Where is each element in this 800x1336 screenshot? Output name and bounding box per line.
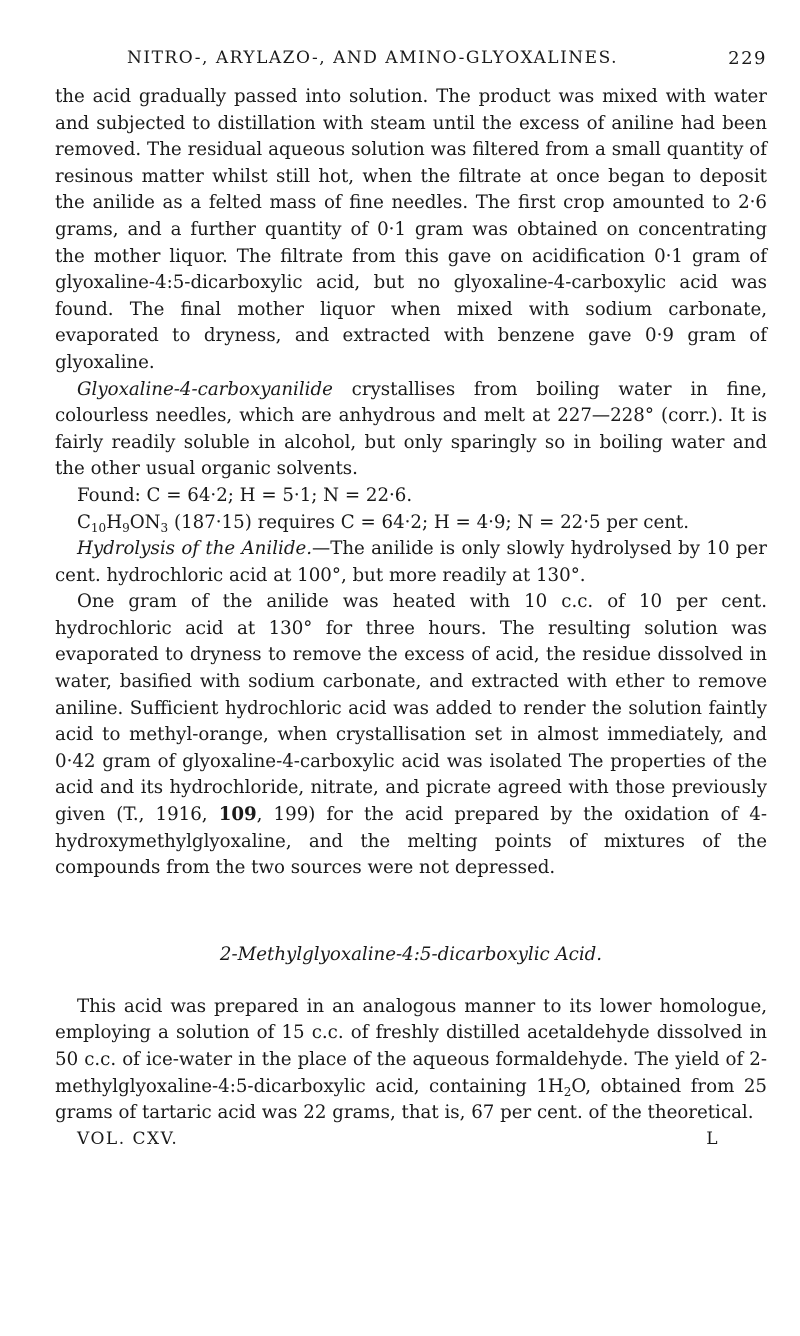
journal-page [55,48,767,1157]
page-number: 229 [728,48,767,69]
page-footer [55,1129,767,1157]
formula-requirement: (187·15) requires C = 64·2; H = 4·9; N = 22·5 per cent. [168,511,690,533]
methyl-text-end: O, obtained from 25 grams of tartaric acid was 22 grams, that is, 67 per cent. of the theoretical. [55,1075,767,1124]
methyl-text-start: This acid was prepared in an analogous manner to its lower homologue, employing a solution of 15 c.c. of freshly distilled acetaldehyde dissolved in 50 c.c. of ice-water in the place of the aqueous formaldehyde. The yield of 2-methylglyoxaline-4:5-dicarboxylic acid, containing 1H [55,995,767,1097]
signature-mark: L [706,1128,719,1149]
formula-carbon-count: 10 [90,520,107,535]
water-subscript: 2 [563,1084,572,1099]
formula-hydrogen-count: 9 [122,520,130,535]
formula-nitrogen-count: 3 [160,520,169,535]
analysis-required [55,510,767,537]
formula-oxygen-nitrogen: ON [129,511,161,533]
hydrolysis-title: Hydrolysis of the Anilide. [77,538,313,560]
experiment-text-start: One gram of the anilide was heated with 10 c.c. of 10 per cent. hydrochloric acid at 130° for three hours. The resulting solution was evaporated to dryness to remove the excess of acid, the residue dissolved in water, basified with sodium carbonate, and extracted with ether to remove aniline. Sufficient hydrochloric acid was added to render the solution faintly acid to methyl-orange, when crystallisation set in almost immediately, and 0·42 gram of glyoxaline-4-carboxylic acid was isolated The properties of the acid and its hydrochloride, nitrate, and picrate agreed with those previously given (T., 1916, [55,591,767,826]
volume-reference: 109 [218,804,257,826]
section-heading: 2-Methylglyoxaline-4:5-dicarboxylic Acid. [219,943,603,965]
experiment-text-end: , 199) for the acid prepared by the oxidation of 4-hydroxymethylglyoxaline, and the melting points of mixtures of the compounds from the two sources were not depressed. [55,804,767,879]
running-head [55,48,767,84]
compound-name: Glyoxaline-4-carboxyanilide [77,378,333,400]
analysis-found: Found: C = 64·2; H = 5·1; N = 22·6. [77,484,413,506]
hydrolysis-text: —The anilide is only slowly hydrolysed by 10 per cent. hydrochloric acid at 100°, but more readily at 130°. [55,538,767,586]
formula-hydrogen: H [106,511,123,533]
running-title: NITRO-, ARYLAZO-, AND AMINO-GLYOXALINES. [127,48,619,68]
paragraph-steam-distillation: the acid gradually passed into solution. The product was mixed with water and subjected to distillation with steam until the excess of aniline had been removed. The residual aqueous solution was filtered from a small quantity of resinous matter whilst still hot, when the filtrate at once began to deposit the anilide as a felted mass of fine needles. The first crop amounted to 2·6 grams, and a further quantity of 0·1 gram was obtained on concentrating the mother liquor. The filtrate from this gave on acidification 0·1 gram of glyoxaline-4:5-dicarboxylic acid, but no glyoxaline-4-carboxylic acid was found. The final mother liquor when mixed with sodium carbonate, evaporated to dryness, and extracted with benzene gave 0·9 gram of glyoxaline. [55,86,767,373]
paragraph-anilide-properties [55,377,767,483]
paragraph-hydrolysis [55,536,767,589]
paragraph-experiment [55,589,767,882]
volume-label: VOL. CXV. [77,1128,179,1149]
formula-carbon: C [77,511,91,533]
anilide-description: crystallises from boiling water in fine, colourless needles, which are anhydrous and melt at 227—228° (corr.). It is fairly readily soluble in alcohol, but only sparingly so in boiling water and the other usual organic solvents. [55,378,767,480]
paragraph-methyl-acid [55,994,767,1127]
